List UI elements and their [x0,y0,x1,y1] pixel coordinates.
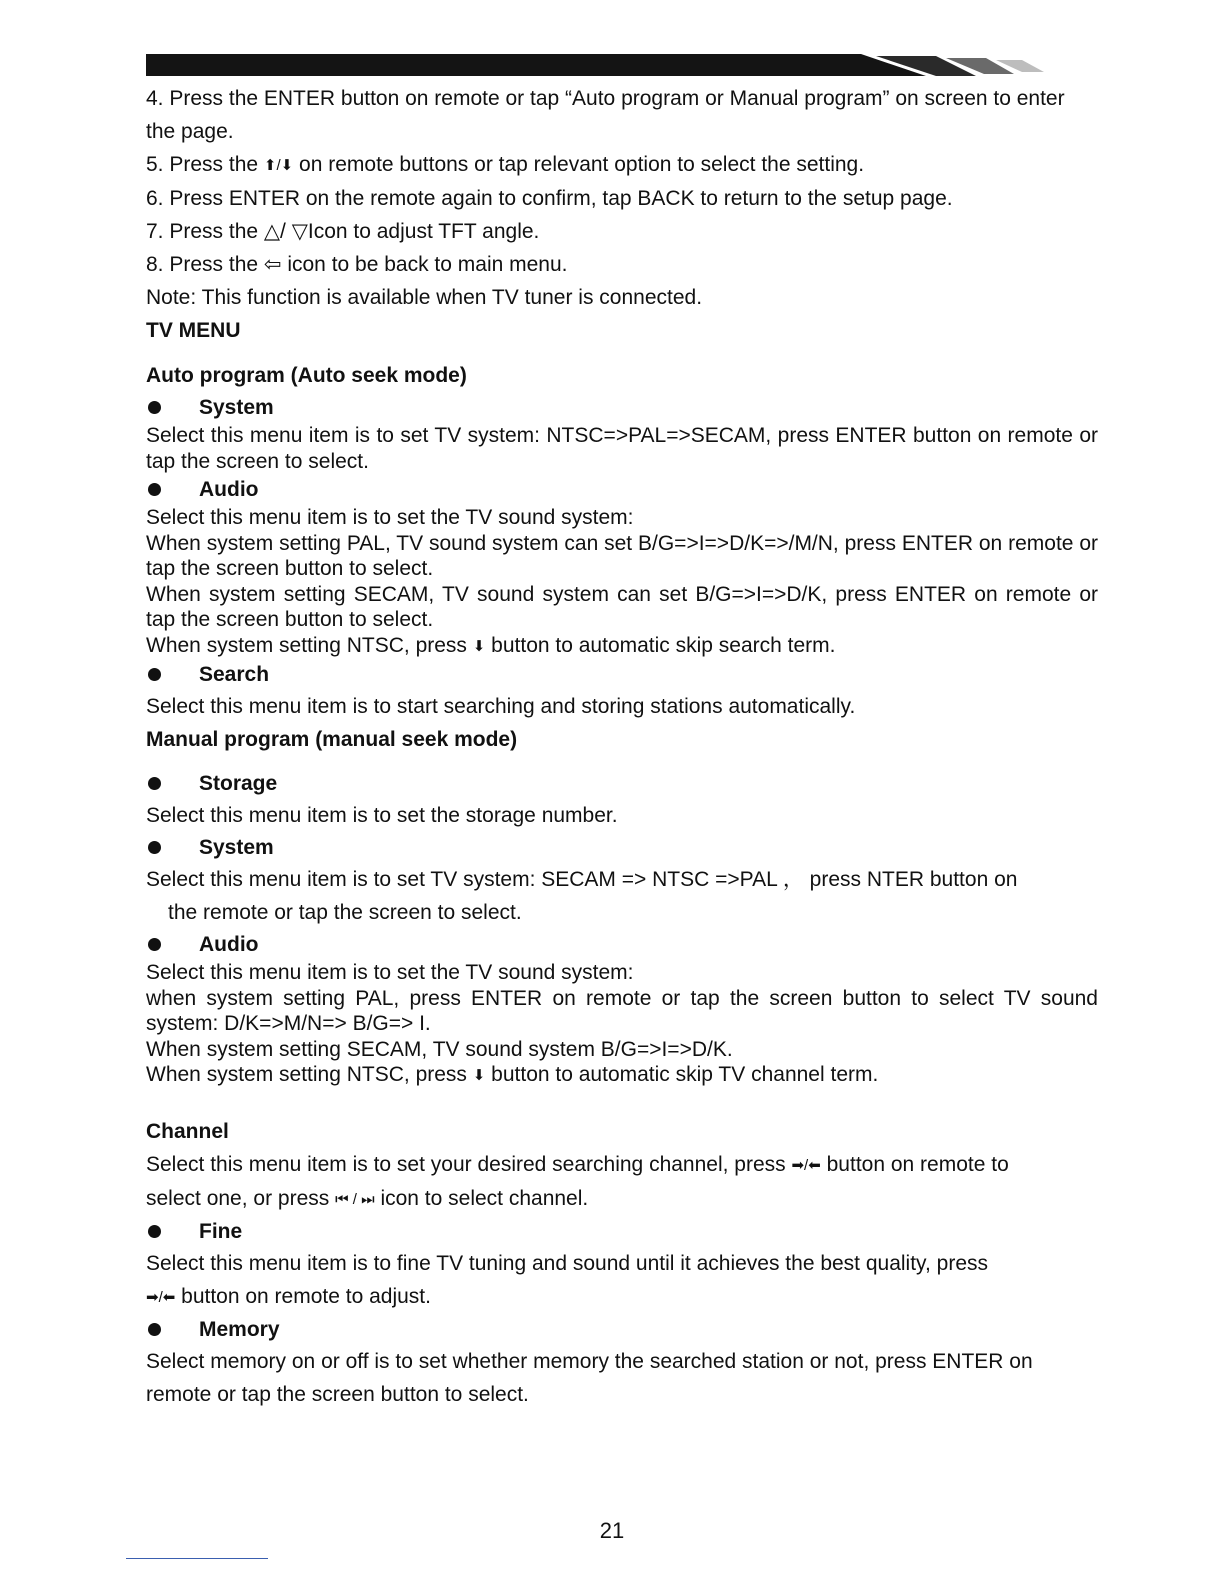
auto-search-bullet [146,659,1098,690]
channel-line-2-b: icon to select channel. [374,1186,589,1210]
auto-system-label: System [199,396,274,419]
manual-audio-line-2: when system setting PAL, press ENTER on remote or tap the screen button to select TV sound system: D/K=>M/N=> B/G=> I. [146,986,1098,1035]
manual-audio-line-4-a: When system setting NTSC, press [146,1063,473,1086]
right-left-arrow-icon: ➡/⬅ [146,1288,176,1306]
bullet-icon [148,841,161,854]
fine-line-2 [146,1280,1098,1314]
bullet-icon [148,401,161,414]
manual-audio-line-3: When system setting SECAM, TV sound system B/G=>I=>D/K. [146,1037,733,1061]
step-6: 6. Press ENTER on the remote again to confirm, tap BACK to return to the setup page. [146,187,953,210]
auto-audio-line-4-b: button to automatic skip search term. [485,633,836,657]
bullet-icon [148,777,161,790]
manual-audio-line-1: Select this menu item is to set the TV sound system: [146,961,634,984]
manual-storage-label: Storage [199,772,278,795]
page-content [146,82,1098,1411]
fine-label: Fine [199,1219,243,1243]
fine-bullet [146,1216,1098,1247]
page-number: 21 [599,1518,625,1543]
step-7-text-b: Icon to adjust TFT angle. [307,220,540,243]
skip-prev-next-icon: ⏮ / ⏭ [335,1190,375,1208]
tuner-note: Note: This function is available when TV tuner is connected. [146,286,703,309]
header-bar-main [146,54,926,76]
right-left-arrow-icon: ➡/⬅ [791,1156,821,1174]
auto-search-description: Select this menu item is to start searching and storing stations automatically. [146,695,856,718]
step-4: 4. Press the ENTER button on remote or tap “Auto program or Manual program” on screen to enter the page. [146,87,1065,143]
channel-line-2 [146,1182,1098,1216]
header-decoration-bar [146,52,1056,78]
down-arrow-icon: ⬇ [472,1067,486,1084]
footer-rule [126,1558,268,1559]
step-7 [146,215,1098,248]
bullet-icon [148,938,161,951]
auto-system-description: Select this menu item is to set TV system: NTSC=>PAL=>SECAM, press ENTER button on remote or tap the screen to select. [146,424,1098,473]
auto-program-heading: Auto program (Auto seek mode) [146,364,467,387]
manual-audio-bullet [146,929,1098,960]
manual-audio-label: Audio [199,933,259,956]
down-arrow-icon: ⬇ [472,637,486,655]
manual-program-heading: Manual program (manual seek mode) [146,728,518,751]
memory-description: Select memory on or off is to set whether memory the searched station or not, press ENTER on remote or tap the screen button to select. [146,1349,1033,1406]
back-arrow-icon: ⇦ [263,253,282,276]
manual-audio-line-4 [146,1062,1098,1089]
step-8-text-b: icon to be back to main menu. [281,253,568,276]
auto-system-bullet [146,392,1098,423]
manual-system-line-1: Select this menu item is to set TV system: SECAM => NTSC =>PAL ， press NTER button on [146,868,1018,891]
channel-line-1 [146,1148,1098,1182]
manual-storage-description: Select this menu item is to set the storage number. [146,804,618,827]
bullet-icon [148,483,161,496]
auto-audio-line-2: When system setting PAL, TV sound system can set B/G=>I=>D/K=>/M/N, press ENTER on remote or tap the screen button to select. [146,531,1098,580]
auto-audio-line-1: Select this menu item is to set the TV sound system: [146,506,634,529]
fine-line-2-text: button on remote to adjust. [175,1284,431,1308]
step-7-text-a: 7. Press the [146,220,264,243]
step-5-text-b: on remote buttons or tap relevant option to select the setting. [293,153,865,176]
step-8 [146,248,1098,281]
step-8-text-a: 8. Press the [146,253,264,276]
bullet-icon [148,1323,161,1336]
up-down-arrow-icon: ⬆/⬇ [263,157,294,174]
channel-line-1-b: button on remote to [820,1152,1009,1176]
auto-audio-bullet [146,474,1098,505]
memory-label: Memory [199,1317,280,1341]
step-5-text-a: 5. Press the [146,153,264,176]
channel-line-1-a: Select this menu item is to set your desired searching channel, press [146,1152,792,1176]
auto-audio-line-4 [146,633,1098,660]
fine-line-1: Select this menu item is to fine TV tuning and sound until it achieves the best quality, press [146,1251,989,1275]
manual-system-label: System [199,836,274,859]
manual-storage-bullet [146,768,1098,799]
tv-menu-title: TV MENU [146,319,241,342]
manual-audio-line-4-b: button to automatic skip TV channel term. [485,1063,879,1086]
manual-system-bullet [146,832,1098,863]
auto-search-label: Search [199,663,270,686]
memory-bullet [146,1314,1098,1345]
auto-audio-line-4-a: When system setting NTSC, press [146,633,473,657]
channel-heading: Channel [146,1119,229,1143]
bullet-icon [148,1225,161,1238]
step-5 [146,148,1098,182]
channel-line-2-a: select one, or press [146,1186,336,1210]
auto-audio-line-3: When system setting SECAM, TV sound system can set B/G=>I=>D/K, press ENTER on remote or tap the screen button to select. [146,582,1098,631]
auto-audio-label: Audio [199,478,259,501]
triangle-up-down-icon: △/ ▽ [263,220,308,243]
bullet-icon [148,668,161,681]
manual-system-line-2: the remote or tap the screen to select. [168,901,522,924]
